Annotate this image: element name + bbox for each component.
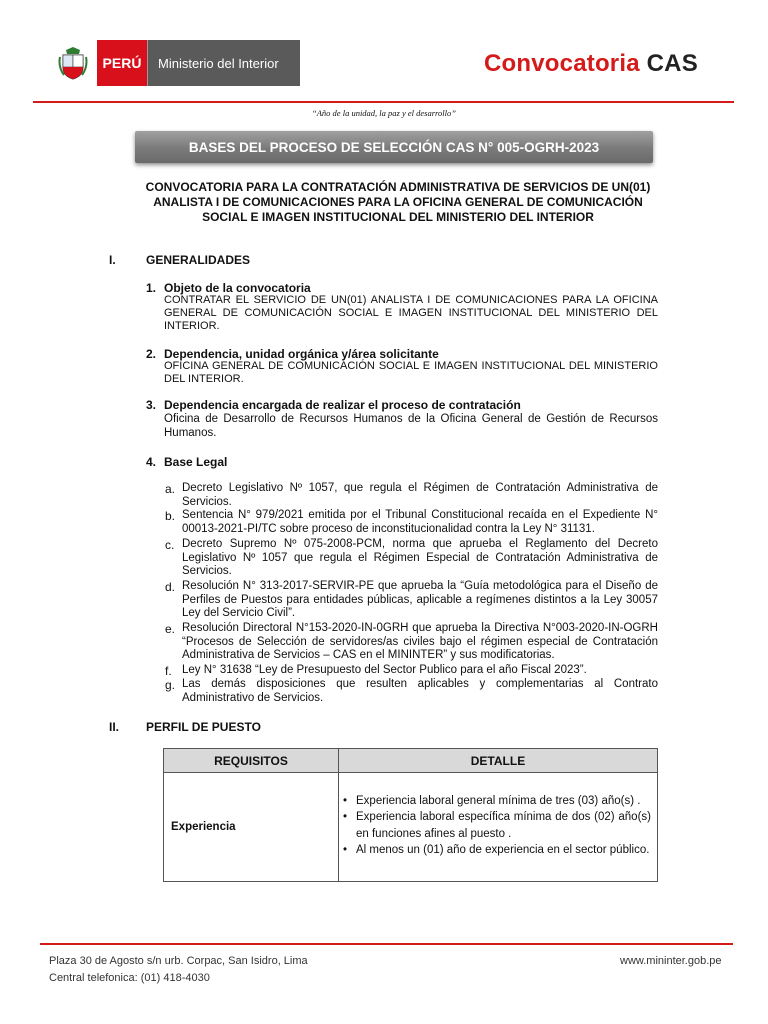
convocatoria-title [484, 50, 698, 78]
list-letter: c. [165, 538, 175, 552]
table-header-row [164, 749, 658, 773]
process-banner: BASES DEL PROCESO DE SELECCIÓN CAS N° 005-OGRH-2023 [135, 131, 653, 163]
list-item: Decreto Legislativo Nº 1057, que regula el Régimen de Contratación Administrativa de Servicios. [182, 482, 658, 508]
section-title: GENERALIDADES [146, 253, 251, 267]
list-letter: d. [165, 580, 176, 594]
detail-item: • Al menos un (01) año de experiencia en el sector público. [356, 842, 651, 859]
list-item: Las demás disposiciones que resulten aplicables y complementarias al Contrato Administrativo de Servicios. [182, 678, 658, 704]
column-header-requisitos: REQUISITOS [164, 749, 339, 773]
section-number: I. [109, 253, 116, 267]
item-number: 2. [146, 347, 157, 361]
list-letter: g. [165, 678, 176, 692]
list-item: Resolución N° 313-2017-SERVIR-PE que aprueba la “Guía metodológica para el Diseño de Perfiles de Puestos para entidades públicas, aplicable a regímenes distintos a la Ley 30057 Ley del Servicio Civil”. [182, 580, 658, 619]
list-letter: e. [165, 622, 176, 636]
item-number: 1. [146, 281, 157, 295]
year-motto: “Año de la unidad, la paz y el desarrollo” [312, 108, 456, 118]
item-title: Dependencia, unidad orgánica y/área solicitante [164, 347, 439, 361]
country-label: PERÚ [97, 40, 147, 86]
item-number: 4. [146, 455, 157, 469]
item-text: OFICINA GENERAL DE COMUNICACIÓN SOCIAL E IMAGEN INSTITUCIONAL DEL MINISTERIO DEL INTERIOR. [164, 360, 658, 385]
list-letter: b. [165, 509, 176, 523]
list-item: Ley N° 31638 “Ley de Presupuesto del Sector Publico para el año Fiscal 2023”. [182, 664, 587, 676]
item-text: Oficina de Desarrollo de Recursos Humanos de la Oficina General de Gestión de Recursos Humanos. [164, 413, 658, 439]
footer-address: Plaza 30 de Agosto s/n urb. Corpac, San Isidro, Lima [49, 955, 308, 967]
column-header-detalle: DETALLE [339, 749, 658, 773]
convocatoria-word: Convocatoria [484, 50, 640, 77]
list-letter: f. [165, 664, 172, 678]
item-title: Base Legal [164, 455, 228, 469]
section-number: II. [109, 720, 120, 734]
list-letter: a. [165, 482, 176, 496]
item-number: 3. [146, 398, 157, 412]
table-row [164, 773, 658, 882]
list-item: Sentencia N° 979/2021 emitida por el Tribunal Constitucional recaída en el Expediente N° 00013-2021-PI/TC sobre proceso de inconstitucionalidad contra la Ley N° 31131. [182, 509, 658, 535]
item-title: Dependencia encargada de realizar el proceso de contratación [164, 398, 521, 412]
item-text: CONTRATAR EL SERVICIO DE UN(01) ANALISTA I DE COMUNICACIONES PARA LA OFICINA GENERAL DE COMUNICACIÓN SOCIAL E IMAGEN INSTITUCIONAL DEL MINISTERIO DEL INTERIOR. [164, 294, 658, 332]
list-item: Resolución Directoral N°153-2020-IN-0GRH que aprueba la Directiva N°003-2020-IN-OGRH “Procesos de Selección de servidores/as civiles bajo el régimen especial de Contratación Administrativa de Servicios – CAS en el MININTER” y sus modificatorias. [182, 622, 658, 661]
footer-divider [40, 943, 733, 945]
cas-word: CAS [646, 50, 698, 77]
footer-website[interactable]: www.mininter.gob.pe [620, 955, 722, 967]
coat-of-arms-icon [49, 40, 97, 86]
ministry-logo [49, 40, 300, 86]
item-title: Objeto de la convocatoria [164, 281, 311, 295]
section-title: PERFIL DE PUESTO [146, 720, 261, 734]
list-item: Decreto Supremo Nº 075-2008-PCM, norma que aprueba el Reglamento del Decreto Legislativo Nº 1057 que regula el Régimen Especial de Contratación Administrativa de Servicios. [182, 538, 658, 577]
detail-item: • Experiencia laboral específica mínima de dos (02) año(s) en funciones afines al puesto . [356, 809, 651, 842]
header-divider [33, 101, 734, 103]
footer-phone: Central telefonica: (01) 418-4030 [49, 972, 210, 984]
profile-table [163, 748, 658, 882]
requirement-cell: Experiencia [164, 773, 339, 882]
detail-item: • Experiencia laboral general mínima de tres (03) año(s) . [356, 793, 651, 810]
main-title: CONVOCATORIA PARA LA CONTRATACIÓN ADMINISTRATIVA DE SERVICIOS DE UN(01) ANALISTA I DE COMUNICACIONES PARA LA OFICINA GENERAL DE COMUNICACIÓN SOCIAL E IMAGEN INSTITUCIONAL DEL MINISTERIO DEL INTERIOR [145, 180, 651, 224]
detail-list [339, 790, 657, 865]
detail-cell [339, 773, 658, 882]
ministry-label: Ministerio del Interior [147, 40, 300, 86]
